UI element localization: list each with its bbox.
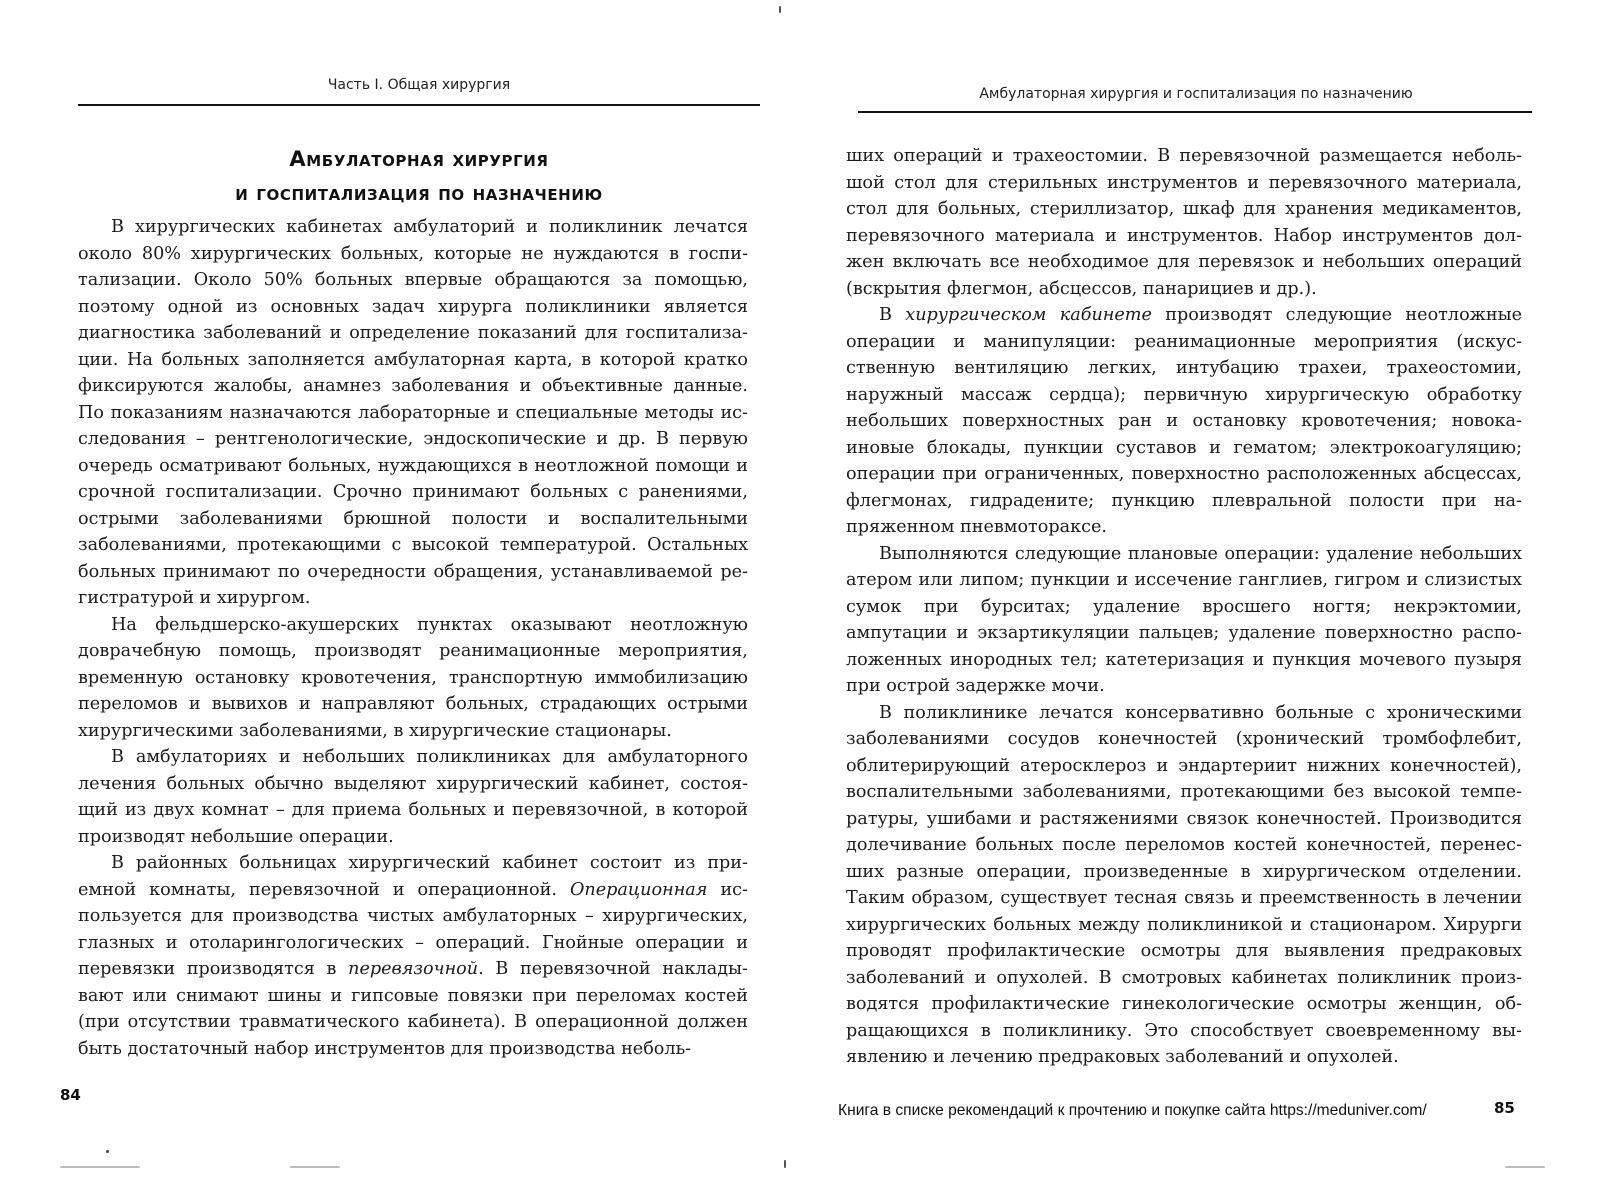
paragraph: Выполняются следующие плановые операции: удаление небольших атером или липом; пункции и иссечение ганглиев, гигром и слизистых сумок при бурситах; удаление вросшего ногтя; некрэктомии, ампутации и экзартикуляции пальцев; удаление поверхностно расположенных инородных тел; катетеризация и пункция мочевого пузыря при острой задержке мочи. <box>846 543 1522 696</box>
scan-speck <box>290 1166 340 1168</box>
paragraph <box>846 302 1522 541</box>
paragraph: В хирургических кабинетах амбулаторий и поликлиник лечатся около 80% хирургических больных, которые не нуждаются в госпитализации. Около 50% больных впервые обращаются за помощью, поэтому одной из основных задач хирурга поликлиники является диагностика заболеваний и определение показаний для госпитализации. На больных заполняется амбулаторная карта, в которой кратко фиксируются жалобы, анамнез заболевания и объективные данные. По показаниям назначаются лабораторные и специальные методы исследования – рентгенологические, эндоскопические и др. В первую очередь осматривают больных, нуждающихся в неотложной помощи и срочной госпитализации. Срочно принимают больных с ранениями, острыми заболеваниями брюшной полости и воспалительными заболеваниями, протекающими с высокой температурой. Остальных больных принимают по очередности обращения, устанавливаемой регистратурой и хирургом. <box>78 217 748 608</box>
text-run: . В перевязочной накладывают или снимают шины и гипсовые повязки при переломах костей (при отсутствии травматического кабинета). В операционной должен быть достаточный набор инструментов для производства неболь- <box>78 959 748 1059</box>
emphasis: хирургическом кабинете <box>905 305 1152 325</box>
right-page <box>800 0 1600 1192</box>
text-run: В <box>879 305 906 325</box>
chapter-title <box>78 142 760 210</box>
text-run: В районных больницах хирургический кабинет состоит из приемной комнаты, перевязочной и операционной. <box>78 853 748 900</box>
running-head: Часть I. Общая хирургия <box>327 77 511 93</box>
scan-speck <box>60 1166 140 1168</box>
header-rule <box>858 111 1532 113</box>
paragraph: В амбулаториях и небольших поликлиниках для амбулаторного лечения больных обычно выделяют хирургический кабинет, состоящий из двух комнат – для приема больных и перевязочной, в которой производят небольшие операции. <box>78 747 748 847</box>
paragraph: В поликлинике лечатся консервативно больные с хроническими заболеваниями сосудов конечностей (хронический тромбофлебит, облитерирующий атеросклероз и эндартериит нижних конечностей), воспалительными заболеваниями, протекающими без высокой температуры, ушибами и растяжениями связок конечностей. Производится долечивание больных после переломов костей конечностей, перенесших разные операции, произведенные в хирургическом отделении. Таким образом, существует тесная связь и преемственность в лечении хирургических больных между поликлиникой и стационаром. Хирурги проводят профилактические осмотры для выявления предраковых заболеваний и опухолей. В смотровых кабинетах поликлиник производятся профилактические гинекологические осмотры женщин, обращающихся в поликлинику. Это способствует своевременному выявлению и лечению предраковых заболеваний и опухолей. <box>846 702 1522 1067</box>
scan-speck <box>784 1160 786 1168</box>
scan-speck <box>779 6 781 13</box>
paragraph <box>78 850 748 1062</box>
scan-speck <box>1505 1166 1545 1168</box>
watermark-text: Книга в списке рекомендаций к прочтению и покупке сайта https://meduniver.com/ <box>838 1102 1427 1119</box>
left-page <box>0 0 790 1192</box>
text-run: производят следующие неотложные операции и манипуляции: реанимационные мероприятия (искусственную вентиляцию легких, интубацию трахеи, трахеостомии, наружный массаж сердца); первичную хирургическую обработку небольших поверхностных ран и остановку кровотечения; новокаиновые блокады, пункции суставов и гематом; электрокоагуляцию; операции при ограниченных, поверхностно расположенных абсцессах, флегмонах, гидрадените; пункцию плевральной полости при напряженном пневмотораксе. <box>846 305 1522 537</box>
body-text <box>78 214 748 1062</box>
header-rule <box>78 104 760 106</box>
text-run: используется для производства чистых амбулаторных – хирургических, глазных и отоларингологических – операций. Гнойные операции и перевязки производятся в <box>78 879 748 979</box>
body-text <box>846 143 1522 1071</box>
page-number: 84 <box>60 1086 81 1104</box>
paragraph: На фельдшерско-акушерских пунктах оказывают неотложную доврачебную помощь, производят реанимационные мероприятия, временную остановку кровотечения, транспортную иммобилизацию переломов и вывихов и направляют больных, страдающих острыми хирургическими заболеваниями, в хирургические стационары. <box>78 614 748 741</box>
chapter-title-line1: Амбулаторная хирургия <box>289 147 549 171</box>
emphasis: перевязочной <box>348 959 479 979</box>
scan-speck <box>106 1150 109 1153</box>
page-number: 85 <box>1494 1099 1515 1117</box>
paragraph: ших операций и трахеостомии. В перевязочной размещается небольшой стол для стерильных инструментов и перевязочного материала, стол для больных, стериллизатор, шкаф для хранения медикаментов, перевязочного материала и инструментов. Набор инструментов должен включать все необходимое для перевязок и небольших операций (вскрытия флегмон, абсцессов, панарициев и др.). <box>846 146 1522 299</box>
running-head: Амбулаторная хирургия и госпитализация по назначению <box>979 86 1413 102</box>
chapter-title-line2: и госпитализация по назначению <box>235 181 603 205</box>
emphasis: Операционная <box>569 879 708 900</box>
